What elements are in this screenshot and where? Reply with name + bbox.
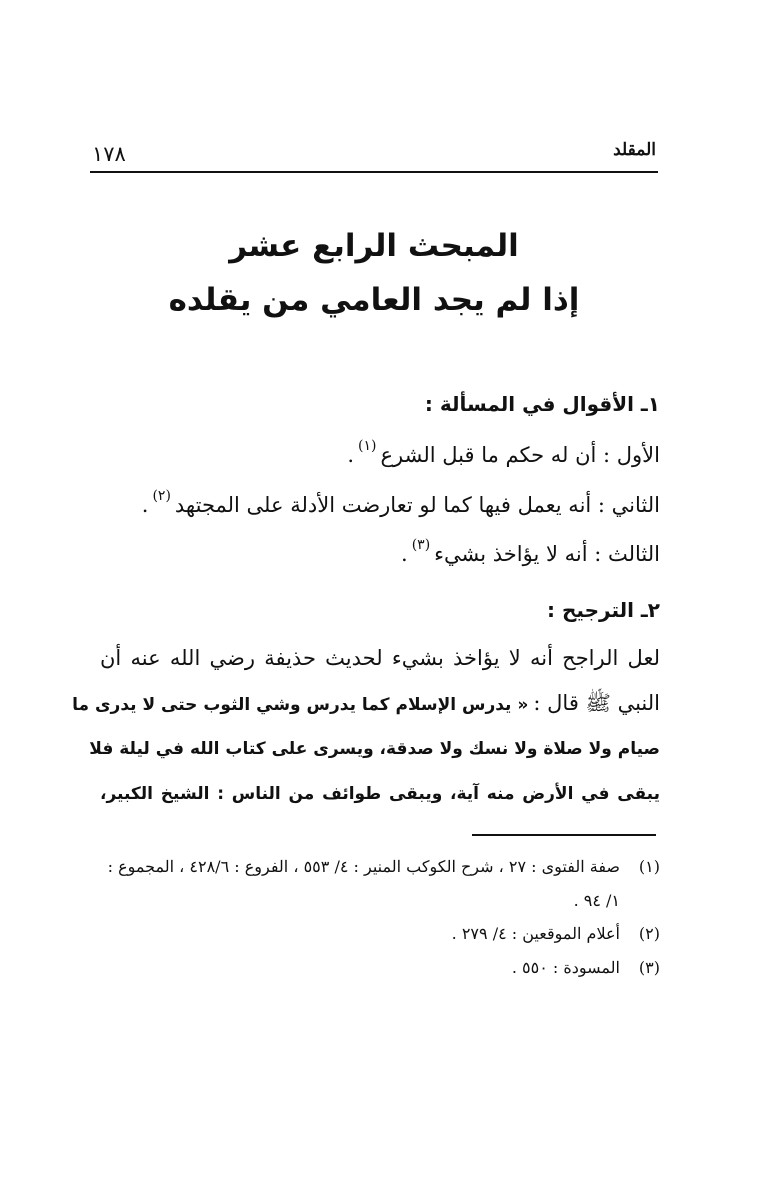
- running-title: المقلد: [613, 140, 656, 160]
- paragraph-line: [72, 690, 660, 721]
- paragraph-line: لعل الراجح أنه لا يؤاخذ بشيء لحديث حذيفة رضي الله عنه أن: [100, 646, 660, 670]
- footnote-number: (٢): [638, 924, 660, 943]
- paragraph-text: النبي ﷺ قال :: [533, 691, 660, 715]
- opinion-item: [100, 537, 660, 566]
- running-header: [90, 138, 658, 174]
- footnote-ref: (١): [358, 438, 377, 454]
- opinion-text: الثالث : أنه لا يؤاخذ بشيء: [434, 542, 660, 566]
- section-heading-preference: ٢ـ الترجيح :: [547, 598, 660, 622]
- opinion-text: الأول : أن له حكم ما قبل الشرع: [380, 443, 660, 467]
- chapter-title: المبحث الرابع عشر: [229, 228, 519, 264]
- opinion-text: الثاني : أنه يعمل فيها كما لو تعارضت الأدلة على المجتهد: [174, 493, 660, 517]
- footnote: [90, 857, 660, 876]
- footnote-text: أعلام الموقعين : ٤/ ٢٧٩ .: [451, 924, 620, 943]
- footnote-text: المسودة : ٥٥٠ .: [511, 958, 620, 977]
- footnote-number: (١): [638, 857, 660, 876]
- footnote-number: (٣): [638, 958, 660, 977]
- chapter-subtitle: إذا لم يجد العامي من يقلده: [168, 282, 580, 318]
- opinion-end: .: [401, 542, 408, 566]
- header-rule: [90, 171, 658, 173]
- opinion-item: [100, 488, 660, 517]
- footnote-ref: (٢): [152, 488, 171, 504]
- footnote: [90, 924, 660, 943]
- page-number: ١٧٨: [92, 142, 126, 166]
- section-heading-opinions: ١ـ الأقوال في المسألة :: [424, 392, 660, 416]
- footnote-text: صفة الفتوى : ٢٧ ، شرح الكوكب المنير : ٤/ ٥٥٣ ، الفروع : ٤٢٨/٦ ، المجموع :: [107, 857, 620, 876]
- hadith-quote: « يدرس الإسلام كما يدرس وشي الثوب حتى لا يدرى ما: [72, 695, 529, 715]
- hadith-quote-line: يبقى في الأرض منه آية، ويبقى طوائف من الناس : الشيخ الكبير،: [100, 784, 660, 804]
- footnote-continuation: ١/ ٩٤ .: [573, 891, 620, 910]
- hadith-quote-line: صيام ولا صلاة ولا نسك ولا صدقة، ويسرى على كتاب الله في ليلة فلا: [89, 739, 660, 759]
- opinion-item: [100, 438, 660, 467]
- footnote: [90, 958, 660, 977]
- footnote-rule: [472, 834, 656, 836]
- footnote-ref: (٣): [411, 537, 431, 553]
- opinion-end: .: [141, 493, 149, 517]
- opinion-end: .: [347, 443, 355, 467]
